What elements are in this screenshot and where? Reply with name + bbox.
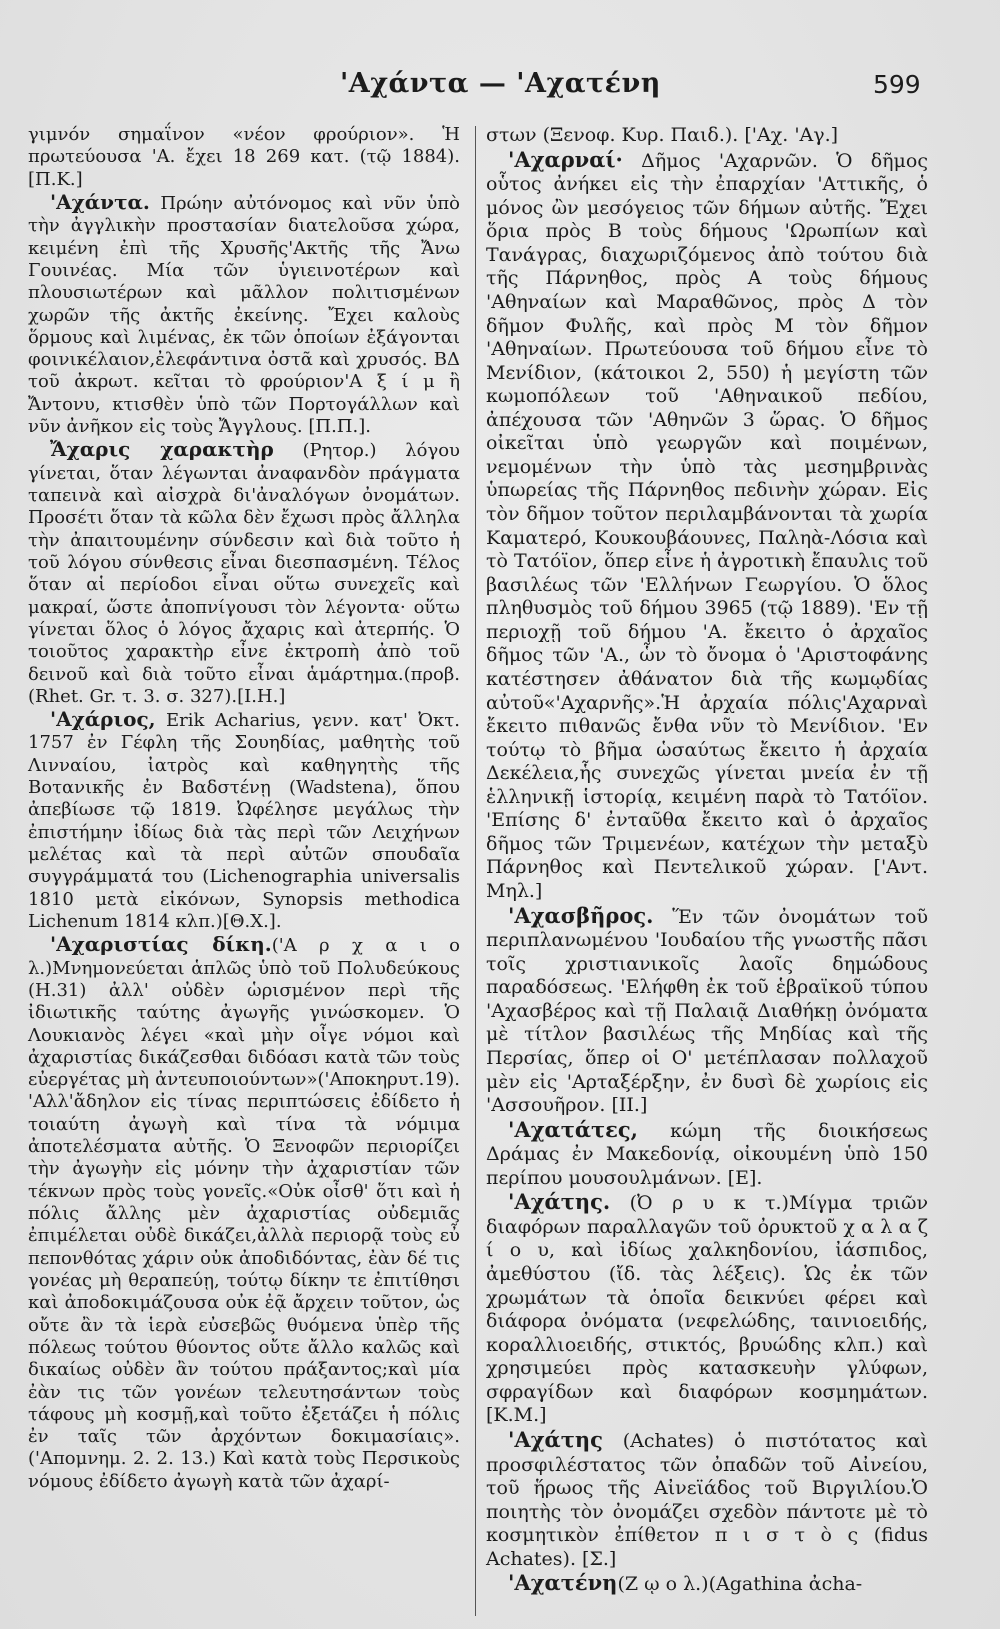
entry-text: γιμνόν σημαΐνον «νέον φρούριον». Ἡ πρωτεύουσα 'Α. ἔχει 18 269 κατ. (τῷ 1884). [Π.Κ.] (28, 124, 460, 190)
entry-text: (Ὀ ρ υ κ τ.)Μίγμα τριῶν διαφόρων παραλλαγῶν τοῦ ὀρυκτοῦ χ α λ α ζ ί ο υ, καὶ ἰδίως χαλκηδονίου, ἰάσπιδος, ἀμεθύστου (ἴδ. τὰς λέξεις). Ὡς ἐκ τῶν χρωμάτων τὰ ὁποῖα δεικνύει φέρει καὶ διάφορα ὀνόματα (νεφελώδης, ταινιοειδής, κοραλλιοειδής, στικτός, βρυώδης κλπ.) καὶ χρησιμεύει πρὸς κατασκευὴν γλύφων, σφραγίδων καὶ διαφόρων κοσμημάτων. [Κ.Μ.] (486, 1192, 928, 1427)
entry-headword: 'Αχασβῆρος. (508, 902, 654, 928)
dictionary-entry (28, 438, 460, 708)
left-column (28, 124, 460, 1493)
entry-text: κώμη τῆς διοικήσεως Δράμας ἐν Μακεδονίᾳ, οἰκουμένη ὑπὸ 150 περίπου μουσουλμάνων. [Ε]. (486, 1119, 928, 1189)
dictionary-entry (28, 933, 460, 1493)
entry-text: ('Α ρ χ α ι ο λ.)Μνημονεύεται ἁπλῶς ὑπὸ τοῦ Πολυδεύκους (Η.31) ἀλλ' οὐδὲν ὡρισμένον περὶ τῆς ἰδιωτικῆς ταύτης ἀγωγῆς γινώσκομεν. Ὁ Λουκιανὸς λέγει «καὶ μὴν οἶγε νόμοι καὶ ἀχαριστίας δικάζεσθαι διδόασι κατὰ τῶν τοὺς εὐεργέτας μὴ ἀντευποιούντων»('Αποκηρυτ.19). 'Αλλ'ἄδηλον εἰς τίνας περιπτώσεις ἐδίδετο ἡ τοιαύτη ἀγωγὴ καὶ τίνα τὰ νόμιμα ἀποτελέσματα αὐτῆς. Ὁ Ξενοφῶν περιορίζει τὴν ἀγωγὴν εἰς μόνην τὴν ἀχαριστίαν τῶν τέκνων πρὸς τοὺς γονεῖς.«Οὐκ οἶσθ' ὅτι καὶ ἡ πόλις ἄλλης μὲν ἀχαριστίας οὐδεμιᾶς ἐπιμέλεται οὐδὲ δικάζει,ἀλλὰ περιορᾷ τοὺς εὖ πεπονθότας χάριν οὐκ ἀποδιδόντας, ἐὰν δέ τις γονέας μὴ θεραπεύῃ, τούτῳ δίκην τε ἐπιτίθησι καὶ ἀποδοκιμάζουσα οὐκ ἐᾷ ἄρχειν τοῦτον, ὡς οὔτε ἂν τὰ ἱερὰ εὐσεβῶς θυόμενα ὑπὲρ τῆς πόλεως τούτου θύοντος οὔτε ἄλλο καλῶς καὶ δικαίως οὐδὲν ἂν τούτου πράξαντος;καὶ μία ἐὰν τις τῶν γονέων τελευτησάντων τοὺς τάφους μὴ κοσμῇ,καὶ τοῦτο ἐξετάζει ἡ πόλις ἐν ταῖς τῶν ἀρχόντων δοκιμασίαις». ('Απομνημ. 2. 2. 13.) Καὶ κατὰ τοὺς Περσικοὺς νόμους ἐδίδετο ἀγωγὴ κατὰ τῶν ἀχαρί- (28, 935, 460, 1492)
entry-headword: 'Αχατάτες, (508, 1116, 638, 1142)
entry-text: στων (Ξενοφ. Κυρ. Παιδ.). ['Αχ. 'Αγ.] (486, 124, 839, 146)
entry-headword: 'Αχαριστίας δίκη. (50, 932, 272, 957)
dictionary-entry (486, 148, 928, 904)
entry-headword: 'Αχατένη (508, 1570, 618, 1596)
dictionary-entry (486, 1571, 928, 1597)
column-divider (475, 126, 476, 1616)
page-number: 599 (873, 70, 921, 99)
entry-text: (Achates) ὁ πιστότατος καὶ προσφιλέστατος τῶν ὀπαδῶν τοῦ Αἰνείου, τοῦ ἥρωος τῆς Αἰνεϊάδος τοῦ Βιργιλίου.Ὁ ποιητὴς τὸν ὀνομάζει σχεδὸν πάντοτε μὲ τὸ κοσμητικὸν ἐπίθετον π ι σ τ ὸ ς (fidus Achates). [Σ.] (486, 1429, 928, 1570)
dictionary-entry (486, 124, 928, 148)
entry-headword: 'Αχαρναί· (508, 146, 623, 172)
entry-headword: 'Αχάριος, (50, 707, 156, 732)
entry-text: Δῆμος 'Αχαρνῶν. Ὁ δῆμος οὗτος ἀνήκει εἰς τὴν ἐπαρχίαν 'Αττικῆς, ὁ μόνος ὢν μεσόγειος τῶν δήμων αὐτῆς. Ἔχει ὅρια πρὸς Β τοὺς δήμους 'Ωρωπίων καὶ Τανάγρας, διαχωριζόμενος ἀπὸ τούτου διὰ τῆς Πάρνηθος, πρὸς Α τοὺς δήμους 'Αθηναίων καὶ Μαραθῶνος, πρὸς Δ τὸν δῆμον Φυλῆς, καὶ πρὸς Μ τὸν δῆμον 'Αθηναίων. Πρωτεύουσα τοῦ δήμου εἶνε τὸ Μενίδιον, (κάτοικοι 2, 550) ἡ μεγίστη τῶν κωμοπόλεων τοῦ 'Αθηναικοῦ πεδίου, ἀπέχουσα τῶν 'Αθηνῶν 3 ὥρας. Ὁ δῆμος οἰκεῖται ὑπὸ γεωργῶν καὶ ποιμένων, νεμομένων τὴν ὑπὸ τὰς μεσημβρινὰς ὑπωρείας τῆς Πάρνηθος πεδινὴν χώραν. Εἰς τὸν δῆμον τοῦτον περιλαμβάνονται τὰ χωρία Καματερό, Κουκουβάουνες, Παληὰ-Λόσια καὶ τὸ Τατόϊον, ὅπερ εἶνε ἡ ἀγροτικὴ ἔπαυλις τοῦ βασιλέως τῶν 'Ελλήνων Γεωργίου. Ὁ ὅλος πληθυσμὸς τοῦ δήμου 3965 (τῷ 1889). 'Εν τῇ περιοχῇ τοῦ δήμου 'Α. ἔκειτο ὁ ἀρχαῖος δῆμος τῶν 'Α., ὧν τὸ ὄνομα ὁ 'Αριστοφάνης κατέστησεν ἀθάνατον διὰ τῆς κωμῳδίας αὐτοῦ«'Αχαρνῆς».Ἡ ἀρχαία πόλις'Αχαρναὶ ἔκειτο πιθανῶς ἔνθα νῦν τὸ Μενίδιον. 'Εν τούτῳ τὸ βῆμα ὡσαύτως ἔκειτο ἡ ἀρχαία Δεκέλεια,ἧς συνεχῶς γίνεται μνεία ἐν τῇ ἑλληνικῇ ἱστορίᾳ, κειμένη παρὰ τὸ Τατόϊον. 'Επίσης δ' ἐνταῦθα ἔκειτο καὶ ὁ ἀρχαῖος δῆμος τῶν Τριμενέων, κατέχων τὴν μεταξὺ Πάρνηθος καὶ Πεντελικοῦ χώραν. ['Αντ. Μηλ.] (486, 149, 928, 902)
right-column (486, 124, 928, 1597)
entry-headword: Ἄχαρις χαρακτὴρ (50, 437, 274, 462)
entry-headword: 'Αχάτης. (508, 1189, 611, 1215)
dictionary-entry (28, 708, 460, 933)
dictionary-entry (486, 1428, 928, 1571)
entry-text: (Ζ ῳ ο λ.)(Agathina ἀcha- (617, 1573, 863, 1596)
dictionary-entry (486, 1118, 928, 1191)
dictionary-entry (28, 124, 460, 191)
dictionary-entry (28, 191, 460, 438)
running-title: 'Αχάντα — 'Αχατένη (340, 68, 661, 99)
entry-text: (Ρητορ.) λόγου γίνεται, ὅταν λέγωνται ἀναφανδὸν πράγματα ταπεινὰ καὶ αἰσχρὰ δι'ἀναλόγων ὀνομάτων. Προσέτι ὅταν τὰ κῶλα δὲν ἔχωσι πρὸς ἄλληλα τὴν ἀπαιτουμένην σύνδεσιν καὶ διὰ τοῦτο ἡ τοῦ λόγου σύνθεσις εἶναι διεσπασμένη. Τέλος ὅταν αἱ περίοδοι εἶναι οὕτω συνεχεῖς καὶ μακραί, ὥστε ἀποπνίγουσι τὸν λέγοντα· οὕτω γίνεται ὅλος ὁ λόγος ἄχαρις καὶ ἀτερπής. Ὁ τοιοῦτος χαρακτὴρ εἶνε ἐκτροπὴ ἀπὸ τοῦ δεινοῦ καὶ διὰ τοῦτο εἶναι ἁμάρτημα.(προβ. (Rhet. Gr. τ. 3. σ. 327).[Ι.Η.] (28, 440, 460, 707)
entry-text: Πρώην αὐτόνομος καὶ νῦν ὑπὸ τὴν ἀγγλικὴν προστασίαν διατελοῦσα χώρα, κειμένη ἐπὶ τῆς Χρυσῆς'Ακτῆς τῆς Ἄνω Γουινέας. Μία τῶν ὑγιεινοτέρων καὶ πλουσιωτέρων καὶ μᾶλλον πολιτισμένων χωρῶν τῆς ἀκτῆς ἐκείνης. Ἔχει καλοὺς ὅρμους καὶ λιμένας, ἐκ τῶν ὁποίων ἐξάγονται φοινικέλαιον,ἐλεφάντινα ὀστᾶ καὶ χρυσός. ΒΔ τοῦ ἀκρωτ. κεῖται τὸ φρούριον'Α ξ ί μ ἢ Ἄντονυ, κτισθὲν ὑπὸ τῶν Πορτογάλλων καὶ νῦν ἀνῆκον εἰς τοὺς Ἄγγλους. [Π.Π.]. (28, 192, 460, 438)
dictionary-entry (486, 1190, 928, 1428)
page-header (0, 68, 1000, 108)
entry-text: Ἕν τῶν ὀνομάτων τοῦ περιπλανωμένου 'Ιουδαίου τῆς γνωστῆς πᾶσι τοῖς χριστιανικοῖς λαοῖς δημώδους παραδόσεως. 'Ελήφθη ἐκ τοῦ ἑβραϊκοῦ τύπου 'Αχασβέρος καὶ τῇ Παλαιᾷ Διαθήκῃ ὀνόματα μὲ τίτλον βασιλέως τῆς Μηδίας καὶ τῆς Περσίας, ὅπερ οἱ Ο' μετέπλασαν πολλαχοῦ μὲν εἰς 'Αρταξέρξην, ἐν δυσὶ δὲ χωρίοις εἰς 'Ασσουῆρον. [ΙΙ.] (486, 905, 928, 1117)
entry-headword: 'Αχάτης (508, 1426, 603, 1452)
entry-text: Erik Acharius, γενν. κατ' Ὀκτ. 1757 ἐν Γέφλη τῆς Σουηδίας, μαθητὴς τοῦ Λινναίου, ἰατρὸς καὶ καθηγητὴς τῆς Βοτανικῆς ἐν Βαδστένῃ (Wadstena), ὅπου ἀπεβίωσε τῷ 1819. Ὠφέλησε μεγάλως τὴν ἐπιστήμην ἰδίως διὰ τὰς περὶ τῶν Λειχήνων μελέτας καὶ τὰ περὶ αὐτῶν σπουδαῖα συγγράμματά του (Lichenographia universalis 1810 μετὰ εἰκόνων, Synopsis methodica Lichenum 1814 κλπ.)[Θ.Χ.]. (28, 710, 460, 932)
entry-headword: 'Αχάντα. (50, 189, 150, 214)
dictionary-entry (486, 904, 928, 1118)
